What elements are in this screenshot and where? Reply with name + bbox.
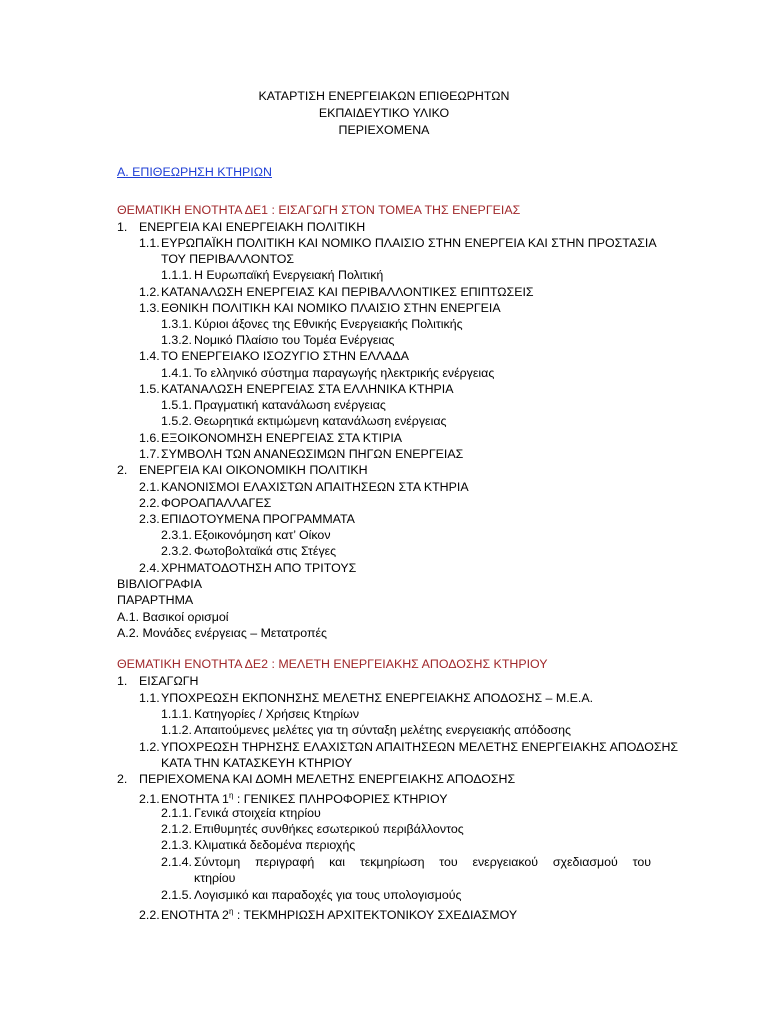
toc-item[interactable]: 1. ΕΝΕΡΓΕΙΑ ΚΑΙ ΕΝΕΡΓΕΙΑΚΗ ΠΟΛΙΤΙΚΗ [117,220,366,234]
toc-item-continuation: κτηρίου [194,871,236,885]
toc-item[interactable]: 1. ΕΙΣΑΓΩΓΗ [117,674,199,688]
toc-item[interactable]: 1.5.1. Πραγματική κατανάλωση ενέργειας [161,398,386,412]
toc-item[interactable]: 1.5.2. Θεωρητικά εκτιμώμενη κατανάλωση ενέργειας [161,414,447,428]
toc-item[interactable]: Α.1. Βασικοί ορισμοί [117,610,229,624]
toc-item[interactable]: 2.3.1. Εξοικονόμηση κατ’ Οίκον [161,528,331,542]
toc-item[interactable]: 1.2.ΥΠΟΧΡΕΩΣΗ ΤΗΡΗΣΗΣ ΕΛΑΧΙΣΤΩΝ ΑΠΑΙΤΗΣΕΩΝ ΜΕΛΕΤΗΣ ΕΝΕΡΓΕΙΑΚΗΣ ΑΠΟΔΟΣΗΣ [139,740,679,754]
toc-item[interactable]: 1.7.ΣΥΜΒΟΛΗ ΤΩΝ ΑΝΑΝΕΩΣΙΜΩΝ ΠΗΓΩΝ ΕΝΕΡΓΕΙΑΣ [139,447,464,461]
toc-item-continuation: ΤΟΥ ΠΕΡΙΒΑΛΛΟΝΤΟΣ [161,252,295,266]
toc-item[interactable]: 2.3.ΕΠΙΔΟΤΟΥΜΕΝΑ ΠΡΟΓΡΑΜΜΑΤΑ [139,512,355,526]
toc-item[interactable]: 2.1.2. Επιθυμητές συνθήκες εσωτερικού περιβάλλοντος [161,822,464,836]
document-subtitle: ΕΚΠΑΙΔΕΥΤΙΚΟ ΥΛΙΚΟ [318,106,450,120]
toc-item[interactable]: 1.2.ΚΑΤΑΝΑΛΩΣΗ ΕΝΕΡΓΕΙΑΣ ΚΑΙ ΠΕΡΙΒΑΛΛΟΝΤΙΚΕΣ ΕΠΙΠΤΩΣΕΙΣ [139,285,534,299]
toc-item[interactable]: 1.1.ΕΥΡΩΠΑΪΚΗ ΠΟΛΙΤΙΚΗ ΚΑΙ ΝΟΜΙΚΟ ΠΛΑΙΣΙΟ ΣΤΗΝ ΕΝΕΡΓΕΙΑ ΚΑΙ ΣΤΗΝ ΠΡΟΣΤΑΣΙΑ [139,236,657,250]
toc-item[interactable]: 1.3.2. Νομικό Πλαίσιο του Τομέα Ενέργειας [161,333,395,347]
toc-item[interactable]: 2.1.1. Γενικά στοιχεία κτηρίου [161,806,321,820]
toc-item[interactable]: 1.1.1. Η Ευρωπαϊκή Ενεργειακή Πολιτική [161,268,384,282]
toc-item[interactable]: 2.2.ΦΟΡΟΑΠΑΛΛΑΓΕΣ [139,496,272,510]
toc-item[interactable]: 1.4.1. Το ελληνικό σύστημα παραγωγής ηλεκτρικής ενέργειας [161,366,495,380]
toc-item[interactable]: 2. ΠΕΡΙΕΧΟΜΕΝΑ ΚΑΙ ΔΟΜΗ ΜΕΛΕΤΗΣ ΕΝΕΡΓΕΙΑΚΗΣ ΑΠΟΔΟΣΗΣ [117,772,516,786]
contents-title: ΠΕΡΙΕΧΟΜΕΝΑ [338,123,430,137]
toc-item[interactable]: 1.1.2. Απαιτούμενες μελέτες για τη σύνταξη μελέτης ενεργειακής απόδοσης [161,723,572,737]
toc-item[interactable]: 2.1.3. Κλιματικά δεδομένα περιοχής [161,838,356,852]
document-header [0,88,768,139]
section-link-building-inspection[interactable]: Α. ΕΠΙΘΕΩΡΗΣΗ ΚΤΗΡΙΩΝ [117,165,272,179]
toc-item[interactable]: 1.3.1. Κύριοι άξονες της Εθνικής Ενεργειακής Πολιτικής [161,317,463,331]
unit2-heading: ΘΕΜΑΤΙΚΗ ΕΝΟΤΗΤΑ ΔΕ2 : ΜΕΛΕΤΗ ΕΝΕΡΓΕΙΑΚΗΣ ΑΠΟΔΟΣΗΣ ΚΤΗΡΙΟΥ [117,657,548,671]
toc-item[interactable]: 1.1.ΥΠΟΧΡΕΩΣΗ ΕΚΠΟΝΗΣΗΣ ΜΕΛΕΤΗΣ ΕΝΕΡΓΕΙΑΚΗΣ ΑΠΟΔΟΣΗΣ – Μ.Ε.Α. [139,691,594,705]
toc-item-continuation: ΚΑΤΑ ΤΗΝ ΚΑΤΑΣΚΕΥΗ ΚΤΗΡΙΟΥ [161,756,353,770]
unit1-heading: ΘΕΜΑΤΙΚΗ ΕΝΟΤΗΤΑ ΔΕ1 : ΕΙΣΑΓΩΓΗ ΣΤΟΝ ΤΟΜΕΑ ΤΗΣ ΕΝΕΡΓΕΙΑΣ [117,203,521,217]
toc-item[interactable]: 2.1.ΕΝΟΤΗΤΑ $1^\eta$ : ΓΕΝΙΚΕΣ ΠΛΗΡΟΦΟΡΙΕΣ ΚΤΗΡΙΟΥ [139,791,448,807]
toc-item[interactable]: 2.4.ΧΡΗΜΑΤΟΔΟΤΗΣΗ ΑΠΟ ΤΡΙΤΟΥΣ [139,561,357,575]
toc-item[interactable]: 2.3.2. Φωτοβολταϊκά στις Στέγες [161,544,337,558]
toc-item[interactable]: 2. ΕΝΕΡΓΕΙΑ ΚΑΙ ΟΙΚΟΝΟΜΙΚΗ ΠΟΛΙΤΙΚΗ [117,463,368,477]
toc-item[interactable]: 1.5.ΚΑΤΑΝΑΛΩΣΗ ΕΝΕΡΓΕΙΑΣ ΣΤΑ ΕΛΛΗΝΙΚΑ ΚΤΗΡΙΑ [139,382,454,396]
toc-item[interactable]: 1.1.1. Κατηγορίες / Χρήσεις Κτηρίων [161,707,360,721]
toc-item[interactable]: 2.1.5. Λογισμικό και παραδοχές για τους υπολογισμούς [161,888,462,902]
toc-item-appendix[interactable]: ΠΑΡΑΡΤΗΜΑ [117,593,194,607]
toc-item[interactable]: Α.2. Μονάδες ενέργειας – Μετατροπές [117,626,327,640]
toc-item[interactable]: 1.4.ΤΟ ΕΝΕΡΓΕΙΑΚΟ ΙΣΟΖΥΓΙΟ ΣΤΗΝ ΕΛΛΑΔΑ [139,349,410,363]
document-title: ΚΑΤΑΡΤΙΣΗ ΕΝΕΡΓΕΙΑΚΩΝ ΕΠΙΘΕΩΡΗΤΩΝ [258,89,510,103]
toc-item-bibliography[interactable]: ΒΙΒΛΙΟΓΡΑΦΙΑ [117,577,202,591]
toc-item[interactable]: 1.6.ΕΞΟΙΚΟΝΟΜΗΣΗ ΕΝΕΡΓΕΙΑΣ ΣΤΑ ΚΤΙΡΙΑ [139,431,403,445]
toc-item[interactable]: 2.2.ΕΝΟΤΗΤΑ $2^\eta$ : ΤΕΚΜΗΡΙΩΣΗ ΑΡΧΙΤΕΚΤΟΝΙΚΟΥ ΣΧΕΔΙΑΣΜΟΥ [139,907,518,923]
toc-item[interactable]: 2.1.4. Σύντομη περιγραφή και τεκμηρίωση του ενεργειακού σχεδιασμού του [161,855,651,869]
toc-item[interactable]: 1.3.ΕΘΝΙΚΗ ΠΟΛΙΤΙΚΗ ΚΑΙ ΝΟΜΙΚΟ ΠΛΑΙΣΙΟ ΣΤΗΝ ΕΝΕΡΓΕΙΑ [139,301,501,315]
toc-item[interactable]: 2.1.ΚΑΝΟΝΙΣΜΟΙ ΕΛΑΧΙΣΤΩΝ ΑΠΑΙΤΗΣΕΩΝ ΣΤΑ ΚΤΗΡΙΑ [139,480,469,494]
